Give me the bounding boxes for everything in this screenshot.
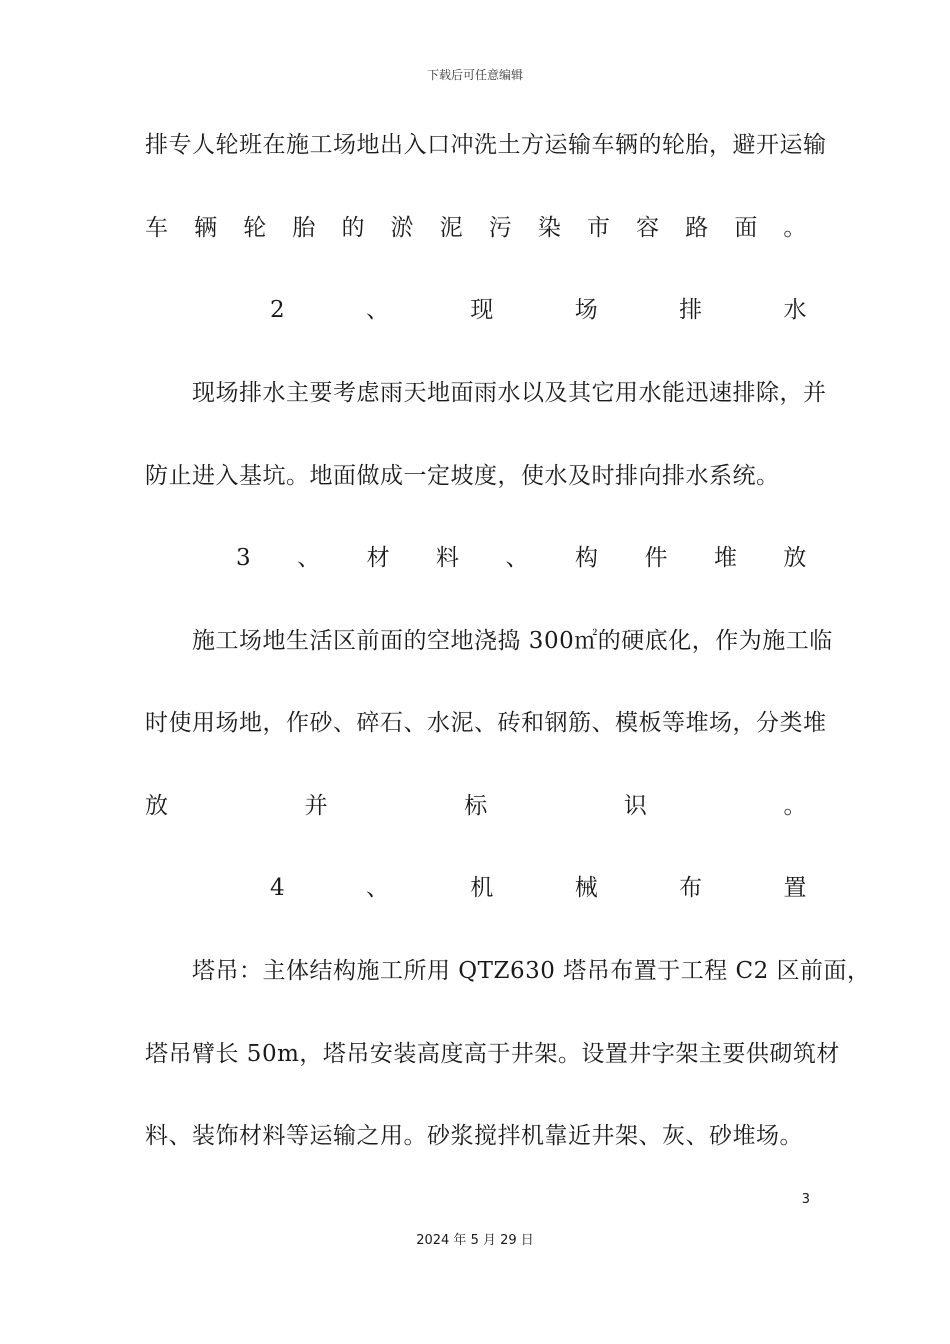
- heading-char: 堆: [713, 545, 738, 571]
- char: 泥: [439, 215, 464, 241]
- char: 污: [488, 215, 513, 241]
- char: 并: [304, 793, 329, 819]
- char: 识: [623, 793, 648, 819]
- char: 。: [783, 215, 807, 241]
- body-line-2: [145, 213, 807, 243]
- page-header: 下载后可任意编辑: [426, 68, 523, 82]
- footer-date: 2024 年 5 月 29 日: [416, 1233, 534, 1248]
- heading-char: 件: [644, 545, 668, 571]
- char: 放: [145, 793, 169, 819]
- char: 车: [145, 215, 169, 241]
- heading-char: 料: [436, 545, 460, 571]
- char: 面: [734, 215, 758, 241]
- heading-char: 构: [574, 545, 599, 571]
- char: 淤: [390, 215, 415, 241]
- char: 路: [685, 215, 709, 241]
- heading-char: 、: [505, 545, 530, 571]
- section-heading-2: [270, 295, 807, 325]
- char: 轮: [243, 215, 267, 241]
- body-line-1: 排专人轮班在施工场地出入口冲洗土方运输车辆的轮胎，避开运输: [145, 132, 827, 158]
- body-line-8: 塔吊：主体结构施工所用 QTZ630 塔吊布置于工程 C2 区前面，: [192, 958, 871, 984]
- heading-char: 场: [574, 297, 599, 323]
- heading-char: 机: [470, 875, 494, 901]
- char: 染: [537, 215, 562, 241]
- body-line-9: 塔吊臂长 50m，塔吊安装高度高于井架。设置井字架主要供砌筑材: [145, 1041, 840, 1067]
- body-line-5: 施工场地生活区前面的空地浇捣 300㎡的硬底化，作为施工临: [192, 628, 833, 654]
- char: 市: [586, 215, 611, 241]
- char: 的: [341, 215, 365, 241]
- body-line-7: [145, 791, 807, 821]
- heading-char: 现: [470, 297, 494, 323]
- char: 辆: [194, 215, 218, 241]
- heading-char: 排: [679, 297, 703, 323]
- heading-char: 布: [679, 875, 703, 901]
- heading-char: 4: [270, 875, 286, 901]
- heading-char: 放: [783, 545, 807, 571]
- body-line-4: 防止进入基坑。地面做成一定坡度，使水及时排向排水系统。: [145, 463, 780, 489]
- page-number: 3: [801, 1192, 810, 1207]
- char: 标: [464, 793, 488, 819]
- heading-char: 3: [236, 545, 252, 571]
- heading-char: 、: [366, 297, 390, 323]
- body-line-3: 现场排水主要考虑雨天地面雨水以及其它用水能迅速排除，并: [192, 380, 827, 406]
- heading-char: 械: [574, 875, 599, 901]
- section-heading-3: [236, 543, 807, 573]
- char: 胎: [292, 215, 316, 241]
- section-heading-4: [270, 873, 807, 903]
- heading-char: 材: [366, 545, 391, 571]
- heading-char: 水: [783, 297, 807, 323]
- heading-char: 、: [366, 875, 390, 901]
- body-line-6: 时使用场地，作砂、碎石、水泥、砖和钢筋、模板等堆场，分类堆: [145, 710, 827, 736]
- char: 容: [636, 215, 660, 241]
- heading-char: 置: [783, 875, 807, 901]
- body-line-10: 料、装饰材料等运输之用。砂浆搅拌机靠近井架、灰、砂堆场。: [145, 1123, 803, 1149]
- heading-char: 、: [297, 545, 321, 571]
- char: 。: [783, 793, 807, 819]
- heading-char: 2: [270, 297, 286, 323]
